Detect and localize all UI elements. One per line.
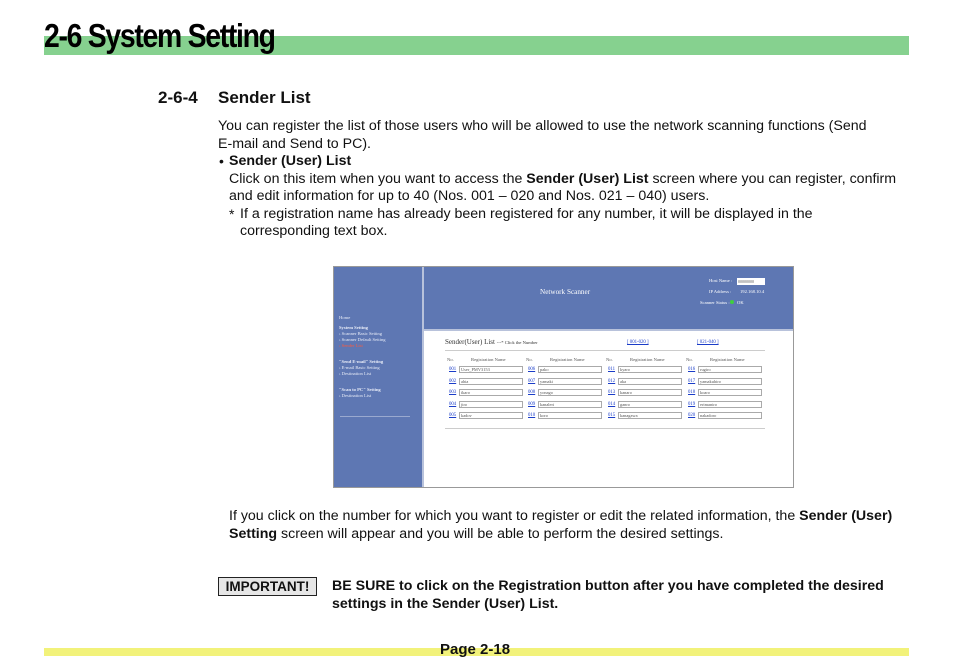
- host-value: 00000000: [737, 278, 765, 285]
- registration-name-field[interactable]: rugiro: [698, 366, 762, 373]
- sender-number-link[interactable]: 009: [528, 401, 536, 407]
- after-text-a: If you click on the number for which you want to register or edit the related information, the: [229, 508, 800, 524]
- sender-number-link[interactable]: 019: [688, 401, 696, 407]
- registration-name-field[interactable]: kadov: [459, 412, 523, 419]
- after-text-b: screen will appear and you will be able to perform the desired settings.: [277, 525, 724, 542]
- registration-name-field[interactable]: erimaniro: [698, 401, 762, 408]
- sender-number-link[interactable]: 016: [688, 367, 696, 372]
- note-line-1: If a registration name has already been registered for any number, it will be displayed in the: [240, 205, 813, 222]
- after-text-bold-2: Setting: [229, 525, 278, 542]
- sender-number-link[interactable]: 013: [608, 390, 616, 395]
- side-system-setting: System Setting: [339, 325, 368, 330]
- status-ok-icon: [730, 300, 734, 304]
- sender-number-link[interactable]: 017: [688, 378, 696, 384]
- sender-number-link[interactable]: 004: [449, 401, 457, 407]
- host-label: Host Name :: [709, 278, 733, 283]
- sender-number-link[interactable]: 014: [608, 401, 616, 407]
- side-separator: [340, 416, 410, 417]
- sender-number-link[interactable]: 001: [449, 367, 457, 372]
- bullet-line-1: [229, 171, 896, 189]
- side-send-pc: "Scan to PC" Setting: [339, 387, 381, 392]
- important-line-2: settings in the Sender (User) List.: [332, 595, 559, 612]
- registration-name-field[interactable]: aka: [618, 378, 682, 385]
- col-header-no: No.: [606, 357, 613, 362]
- side-destination-list-2: › Destination List: [339, 393, 372, 398]
- sender-number-link[interactable]: 007: [528, 378, 536, 384]
- ip-value: 192.168.10.4: [740, 289, 765, 294]
- registration-name-field[interactable]: kanaleri: [538, 401, 602, 408]
- intro-line-2: E-mail and Send to PC).: [218, 135, 371, 152]
- important-text: [332, 578, 912, 613]
- registration-name-field[interactable]: koaro: [698, 389, 762, 396]
- bullet-line-2: and edit information for up to 40 (Nos. 001 – 020 and Nos. 021 – 040) users.: [229, 188, 710, 204]
- registration-name-field[interactable]: koro: [538, 412, 602, 419]
- note-line-2: corresponding text box.: [240, 223, 388, 239]
- range-link-2[interactable]: [ 021-040 ]: [697, 340, 719, 345]
- side-sender-list: › Sender List: [339, 343, 363, 348]
- col-header-name: Registration Name: [710, 357, 745, 362]
- range-link-1[interactable]: [ 001-020 ]: [627, 340, 649, 345]
- side-home: Home: [339, 315, 351, 320]
- registration-name-field[interactable]: yamakuhiro: [698, 378, 762, 385]
- list-rule-bottom: [445, 428, 765, 429]
- registration-name-field[interactable]: pako: [538, 366, 602, 373]
- sender-number-link[interactable]: 015: [608, 413, 616, 418]
- section-heading: [158, 88, 311, 108]
- screenshot-sidebar: [334, 267, 422, 488]
- list-rule-top: [445, 350, 765, 351]
- note-marker: *: [229, 206, 235, 222]
- page-number: Page 2-18: [440, 641, 511, 658]
- important-badge: IMPORTANT!: [218, 577, 317, 596]
- intro-line-1: You can register the list of those users who will be allowed to use the network scanning functions (Send: [218, 118, 867, 134]
- list-title-text: Sender(User) List: [445, 338, 495, 346]
- side-default-setting: › Scanner Default Setting: [339, 337, 386, 342]
- col-header-no: No.: [447, 357, 454, 362]
- registration-name-field[interactable]: kanagawa: [618, 412, 682, 419]
- status-label: Scanner Status :: [700, 300, 730, 305]
- registration-name-field[interactable]: User_PMV3153: [459, 366, 523, 373]
- bullet-title: Sender (User) List: [229, 153, 352, 169]
- sender-number-link[interactable]: 010: [528, 413, 536, 418]
- sender-number-link[interactable]: 003: [449, 390, 457, 395]
- screenshot-banner: [424, 267, 794, 329]
- after-text-bold-1: Sender (User): [799, 508, 893, 524]
- side-email-basic: › E-mail Basic Setting: [339, 365, 380, 370]
- after-line-1: [229, 508, 892, 526]
- network-scanner-screenshot: [333, 266, 794, 488]
- banner-divider: [424, 329, 794, 331]
- side-basic-setting: › Scanner Basic Setting: [339, 331, 382, 336]
- list-title-sub: ---* Click the Number: [496, 340, 538, 345]
- bullet-text-bold: Sender (User) List: [526, 170, 649, 187]
- registration-name-field[interactable]: jiro: [459, 401, 523, 408]
- sender-number-link[interactable]: 002: [449, 378, 457, 384]
- page-title: 2-6 System Setting: [44, 17, 275, 54]
- registration-name-field[interactable]: kanaro: [618, 389, 682, 396]
- ip-label: IP Address :: [709, 289, 732, 294]
- registration-name-field[interactable]: ahia: [459, 378, 523, 385]
- bullet-marker: •: [219, 153, 224, 169]
- side-destination-list-1: › Destination List: [339, 371, 372, 376]
- status-value: OK: [737, 300, 744, 305]
- important-line-1: BE SURE to click on the Registration button after you have completed the desired: [332, 578, 884, 594]
- list-title: [445, 338, 538, 346]
- col-header-name: Registration Name: [630, 357, 665, 362]
- bullet-text-c: screen where you can register, confirm: [648, 170, 897, 187]
- registration-name-field[interactable]: ikaro: [459, 389, 523, 396]
- sender-number-link[interactable]: 012: [608, 378, 616, 384]
- banner-title: Network Scanner: [540, 288, 591, 296]
- sender-number-link[interactable]: 006: [528, 367, 536, 372]
- bullet-text-a: Click on this item when you want to access the: [229, 170, 527, 187]
- sender-number-link[interactable]: 005: [449, 413, 457, 418]
- col-header-no: No.: [526, 357, 533, 362]
- side-send-email: "Send E-mail" Setting: [339, 359, 384, 364]
- after-line-2: [229, 526, 723, 544]
- section-title: Sender List: [218, 88, 311, 107]
- sender-number-link[interactable]: 020: [688, 413, 696, 418]
- col-header-no: No.: [686, 357, 693, 362]
- section-number: 2-6-4: [158, 88, 198, 107]
- registration-name-field[interactable]: yamaki: [538, 378, 602, 385]
- registration-name-field[interactable]: nakadoro: [698, 412, 762, 419]
- col-header-name: Registration Name: [550, 357, 585, 362]
- sender-number-link[interactable]: 008: [528, 390, 536, 395]
- registration-name-field[interactable]: ganro: [618, 401, 682, 408]
- sender-number-link[interactable]: 018: [688, 390, 696, 395]
- sender-number-link[interactable]: 011: [608, 367, 616, 372]
- registration-name-field[interactable]: yonago: [538, 389, 602, 396]
- col-header-name: Registration Name: [471, 357, 506, 362]
- registration-name-field[interactable]: kyaro: [618, 366, 682, 373]
